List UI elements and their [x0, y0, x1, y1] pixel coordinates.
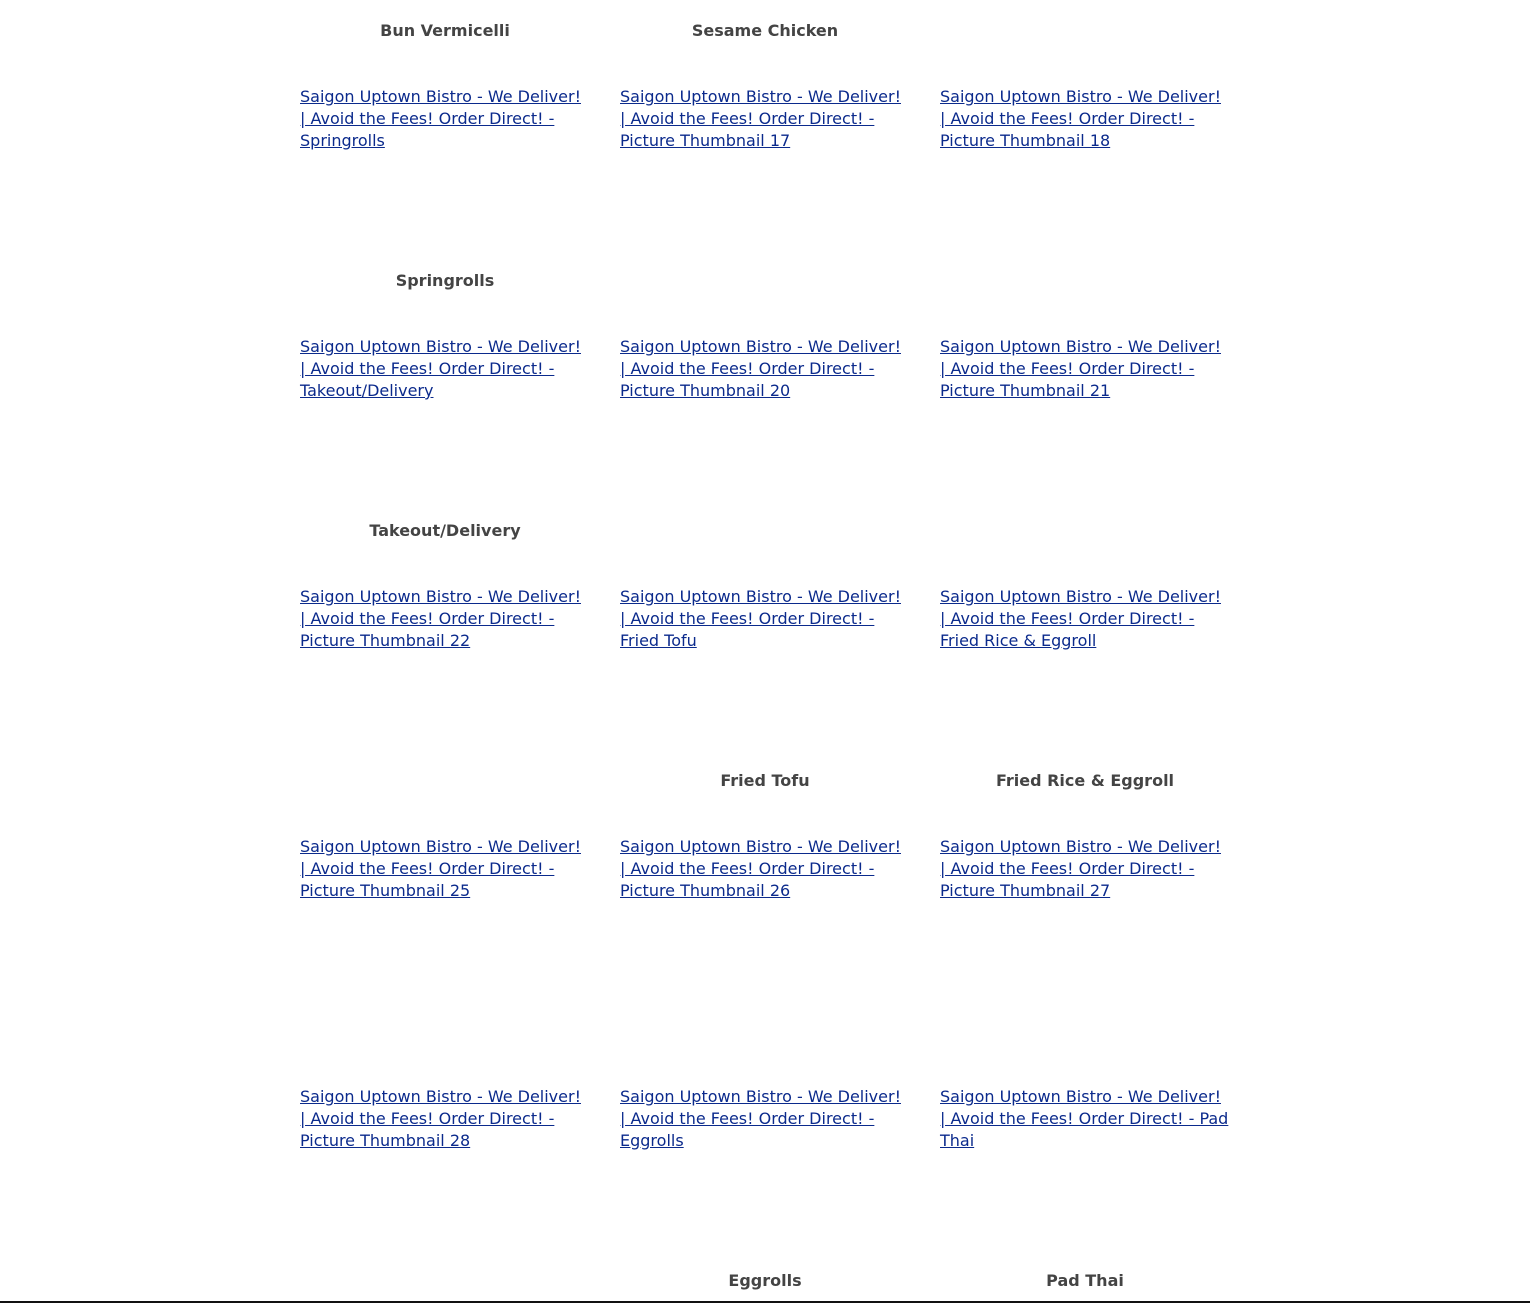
thumbnail-alt-text: Saigon Uptown Bistro - We Deliver! | Avoid the Fees! Order Direct! - Fried Tofu — [620, 587, 901, 650]
thumbnail-alt-text: Saigon Uptown Bistro - We Deliver! | Avoid the Fees! Order Direct! - Pad Thai — [940, 1087, 1229, 1150]
caption-fried-rice-eggroll: Fried Rice & Eggroll — [995, 771, 1175, 790]
thumbnail-alt-text: Saigon Uptown Bistro - We Deliver! | Avoid the Fees! Order Direct! - Picture Thumbnail 21 — [940, 337, 1221, 400]
thumbnail-alt-text: Saigon Uptown Bistro - We Deliver! | Avoid the Fees! Order Direct! - Springrolls — [300, 87, 581, 150]
thumbnail-pad-thai[interactable] — [940, 1086, 1230, 1152]
caption-fried-tofu: Fried Tofu — [720, 771, 810, 790]
thumbnail-alt-text: Saigon Uptown Bistro - We Deliver! | Avoid the Fees! Order Direct! - Takeout/Delivery — [300, 337, 581, 400]
thumbnail-alt-text: Saigon Uptown Bistro - We Deliver! | Avoid the Fees! Order Direct! - Picture Thumbnail 18 — [940, 87, 1221, 150]
caption-eggrolls: Eggrolls — [728, 1271, 802, 1290]
thumbnail-alt-text: Saigon Uptown Bistro - We Deliver! | Avoid the Fees! Order Direct! - Picture Thumbnail 22 — [300, 587, 581, 650]
thumbnail-18[interactable] — [940, 86, 1230, 152]
caption-bun-vermicelli: Bun Vermicelli — [380, 21, 510, 40]
caption-springrolls: Springrolls — [395, 271, 495, 290]
thumbnail-takeout-delivery[interactable] — [300, 336, 590, 402]
caption-takeout-delivery: Takeout/Delivery — [369, 521, 521, 540]
thumbnail-22[interactable] — [300, 586, 590, 652]
thumbnail-alt-text: Saigon Uptown Bistro - We Deliver! | Avoid the Fees! Order Direct! - Picture Thumbnail 17 — [620, 87, 901, 150]
thumbnail-27[interactable] — [940, 836, 1230, 902]
thumbnail-17[interactable] — [620, 86, 910, 152]
thumbnail-alt-text: Saigon Uptown Bistro - We Deliver! | Avoid the Fees! Order Direct! - Picture Thumbnail 20 — [620, 337, 901, 400]
caption-pad-thai: Pad Thai — [1046, 1271, 1124, 1290]
thumbnail-26[interactable] — [620, 836, 910, 902]
thumbnail-fried-tofu[interactable] — [620, 586, 910, 652]
thumbnail-alt-text: Saigon Uptown Bistro - We Deliver! | Avoid the Fees! Order Direct! - Picture Thumbnail 27 — [940, 837, 1221, 900]
thumbnail-eggrolls[interactable] — [620, 1086, 910, 1152]
thumbnail-alt-text: Saigon Uptown Bistro - We Deliver! | Avoid the Fees! Order Direct! - Eggrolls — [620, 1087, 901, 1150]
thumbnail-21[interactable] — [940, 336, 1230, 402]
thumbnail-alt-text: Saigon Uptown Bistro - We Deliver! | Avoid the Fees! Order Direct! - Picture Thumbnail 28 — [300, 1087, 581, 1150]
thumbnail-alt-text: Saigon Uptown Bistro - We Deliver! | Avoid the Fees! Order Direct! - Picture Thumbnail 25 — [300, 837, 581, 900]
thumbnail-fried-rice-eggroll[interactable] — [940, 586, 1230, 652]
thumbnail-springrolls[interactable] — [300, 86, 590, 152]
thumbnail-25[interactable] — [300, 836, 590, 902]
thumbnail-alt-text: Saigon Uptown Bistro - We Deliver! | Avoid the Fees! Order Direct! - Picture Thumbnail 26 — [620, 837, 901, 900]
thumbnail-28[interactable] — [300, 1086, 590, 1152]
thumbnail-20[interactable] — [620, 336, 910, 402]
thumbnail-alt-text: Saigon Uptown Bistro - We Deliver! | Avoid the Fees! Order Direct! - Fried Rice & Eggroll — [940, 587, 1221, 650]
caption-sesame-chicken: Sesame Chicken — [691, 21, 839, 40]
